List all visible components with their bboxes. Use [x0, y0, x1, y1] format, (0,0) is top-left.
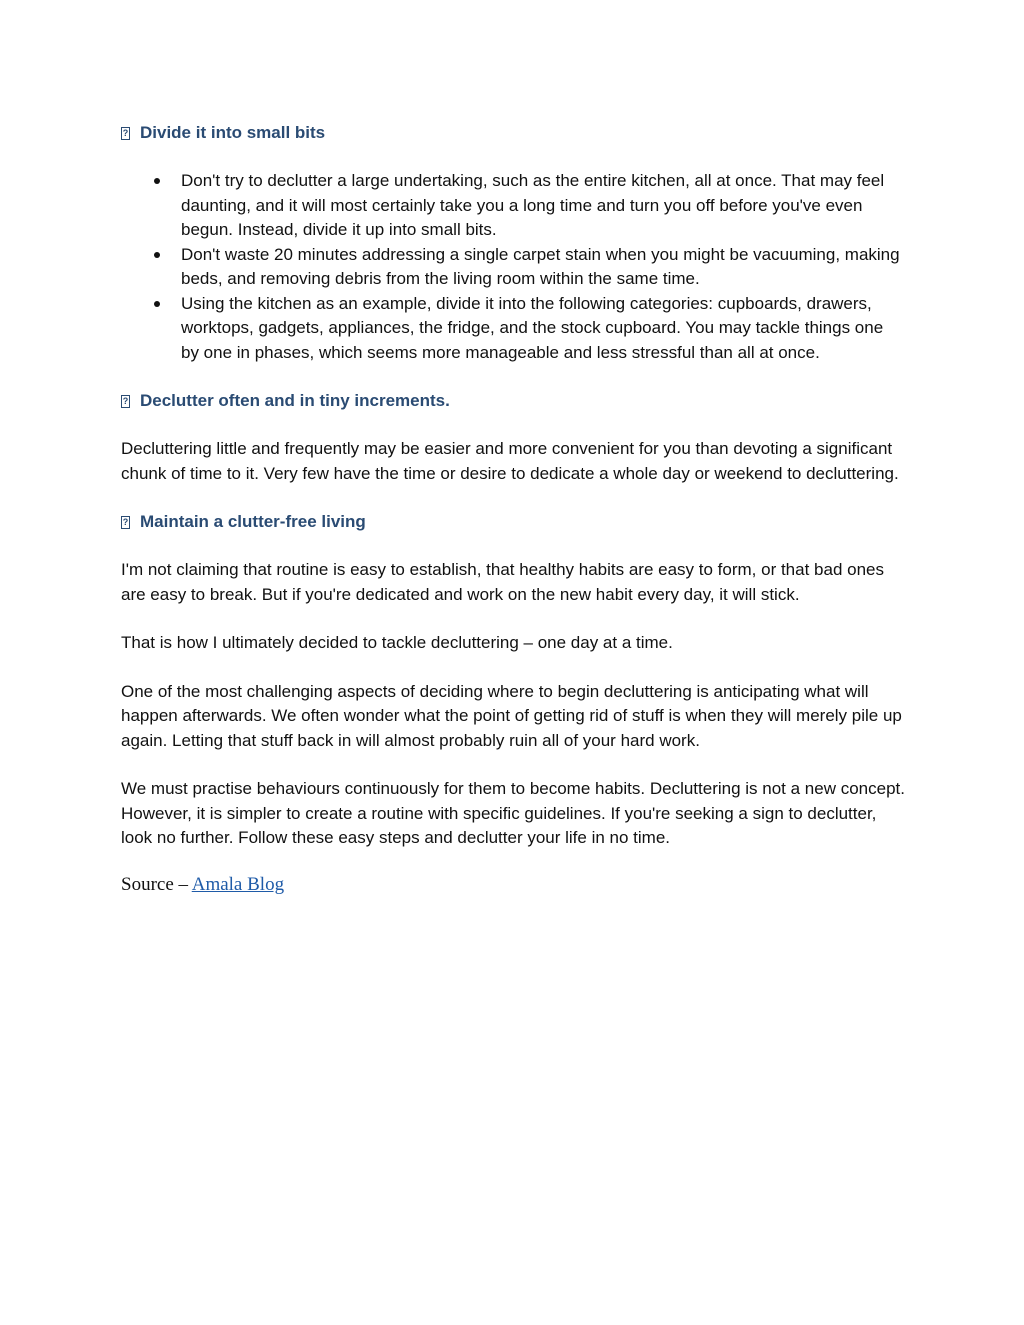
- section-heading-divide: [121, 121, 911, 145]
- body-paragraph: That is how I ultimately decided to tackle decluttering – one day at a time.: [121, 633, 673, 652]
- source-line: [121, 873, 911, 897]
- missing-glyph-box-icon: [121, 127, 130, 140]
- list-item: [121, 169, 901, 243]
- section-heading-text: Declutter often and in tiny increments.: [140, 391, 450, 410]
- list-item: [121, 243, 901, 292]
- body-paragraph: One of the most challenging aspects of deciding where to begin decluttering is anticipating what will happen afterwards. We often wonder what the point of getting rid of stuff is when they will merely pile up again. Letting that stuff back in will almost probably ruin all of your hard work.: [121, 681, 902, 750]
- body-paragraph: Decluttering little and frequently may be easier and more convenient for you than devoting a significant chunk of time to it. Very few have the time or desire to dedicate a whole day or weekend to decluttering.: [121, 439, 899, 483]
- list-item-text: Don't try to declutter a large undertaking, such as the entire kitchen, all at once. That may feel daunting, and it will most certainly take you a long time and turn you off before you've even begun. Instead, divide it up into small bits.: [181, 171, 885, 239]
- section-heading-maintain: [121, 510, 911, 534]
- list-item: [121, 292, 901, 366]
- list-item-text: Don't waste 20 minutes addressing a single carpet stain when you might be vacuuming, making beds, and removing debris from the living room within the same time.: [181, 244, 900, 288]
- section-heading-declutter-often: [121, 389, 911, 413]
- section-heading-text: Divide it into small bits: [140, 123, 326, 142]
- missing-glyph-box-icon: [121, 516, 130, 529]
- bullet-dot-icon: [154, 252, 160, 258]
- bullet-dot-icon: [154, 178, 160, 184]
- section-heading-text: Maintain a clutter-free living: [140, 512, 366, 531]
- body-paragraph: We must practise behaviours continuously for them to become habits. Decluttering is not a new concept. However, it is simpler to create a routine with specific guidelines. If you're seeking a sign to declutter, look no further. Follow these easy steps and declutter your life in no time.: [121, 779, 905, 847]
- document-page: [121, 118, 911, 897]
- body-paragraph: I'm not claiming that routine is easy to establish, that healthy habits are easy to form, or that bad ones are easy to break. But if you're dedicated and work on the new habit every day, it will stick.: [121, 560, 884, 604]
- source-prefix: Source –: [121, 873, 192, 895]
- bullet-dot-icon: [154, 301, 160, 307]
- missing-glyph-box-icon: [121, 395, 130, 408]
- bullet-list: [121, 169, 911, 365]
- list-item-text: Using the kitchen as an example, divide it into the following categories: cupboards, drawers, worktops, gadgets, appliances, the fridge, and the stock cupboard. You may tackle things one by one in phases, which seems more manageable and less stressful than all at once.: [181, 293, 884, 362]
- source-link[interactable]: Amala Blog: [191, 873, 285, 895]
